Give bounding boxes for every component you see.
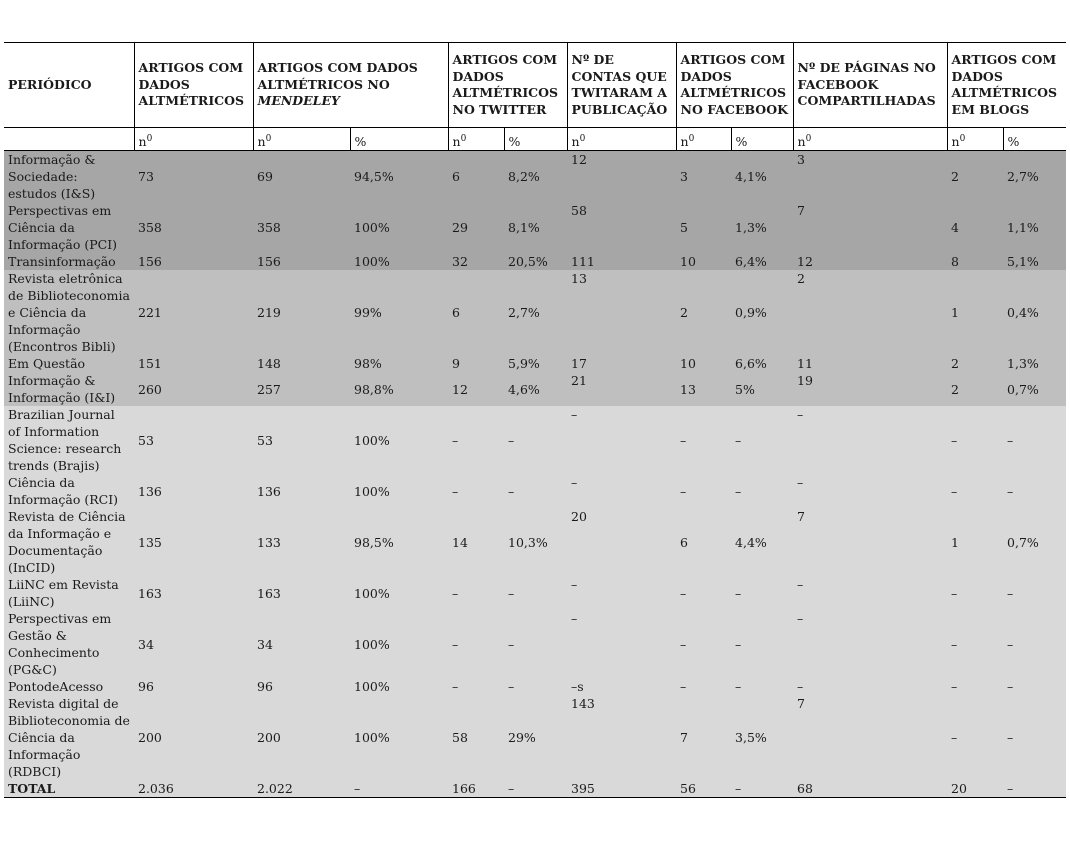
facebook-n-cell: – <box>676 576 731 610</box>
blogs-pct-cell: – <box>1003 610 1066 678</box>
mendeley-n-cell: 156 <box>253 253 350 270</box>
table-row <box>4 253 1066 270</box>
blogs-pct-cell: 1,1% <box>1003 202 1066 253</box>
twitter-contas-cell: 13 <box>567 270 676 355</box>
twitter-contas-cell: 12 <box>567 151 676 203</box>
facebook-pct-cell: 6,4% <box>731 253 793 270</box>
facebook-paginas-cell: 7 <box>793 695 947 780</box>
total-mendeley-pct: – <box>350 780 448 798</box>
twitter-n-cell: – <box>448 678 504 695</box>
facebook-paginas-cell: – <box>793 610 947 678</box>
twitter-pct-cell: 29% <box>504 695 567 780</box>
twitter-contas-cell: 20 <box>567 508 676 576</box>
blogs-pct-cell: 1,3% <box>1003 355 1066 372</box>
twitter-n-cell: 6 <box>448 151 504 203</box>
twitter-contas-cell: 17 <box>567 355 676 372</box>
subheader-pct: % <box>350 128 448 151</box>
mendeley-n-cell: 53 <box>253 406 350 474</box>
facebook-pct-cell: – <box>731 474 793 508</box>
twitter-pct-cell: – <box>504 576 567 610</box>
table-row <box>4 202 1066 253</box>
periodico-cell: Em Questão <box>4 355 134 372</box>
header-facebook: ARTIGOS COM DADOS ALTMÉTRICOS NO FACEBOOK <box>676 43 793 128</box>
alt-cell: 163 <box>134 576 253 610</box>
total-label: TOTAL <box>4 780 134 798</box>
twitter-contas-cell: –s <box>567 678 676 695</box>
blogs-n-cell: – <box>947 576 1003 610</box>
mendeley-n-cell: 163 <box>253 576 350 610</box>
blogs-n-cell: 2 <box>947 355 1003 372</box>
blogs-pct-cell: 5,1% <box>1003 253 1066 270</box>
periodico-cell: Revista digital de Biblioteconomia de Ciência da Informação (RDBCI) <box>4 695 134 780</box>
header-mendeley <box>253 43 448 128</box>
blogs-n-cell: 4 <box>947 202 1003 253</box>
header-mendeley-text: ARTIGOS COM DADOS ALTMÉTRICOS NO <box>257 60 418 92</box>
blogs-n-cell: 1 <box>947 270 1003 355</box>
total-alt: 2.036 <box>134 780 253 798</box>
twitter-n-cell: 6 <box>448 270 504 355</box>
blogs-n-cell: – <box>947 678 1003 695</box>
facebook-paginas-cell: 11 <box>793 355 947 372</box>
subheader-n-sup: 0 <box>959 133 966 144</box>
twitter-contas-cell: – <box>567 406 676 474</box>
header-blogs: ARTIGOS COM DADOS ALTMÉTRICOS EM BLOGS <box>947 43 1066 128</box>
subheader-pct: % <box>504 128 567 151</box>
mendeley-pct-cell: 99% <box>350 270 448 355</box>
facebook-paginas-cell: 12 <box>793 253 947 270</box>
facebook-pct-cell: 5% <box>731 372 793 406</box>
facebook-pct-cell: 4,4% <box>731 508 793 576</box>
alt-cell: 200 <box>134 695 253 780</box>
subheader-n-sup: 0 <box>146 133 153 144</box>
twitter-contas-cell: – <box>567 474 676 508</box>
twitter-n-cell: – <box>448 610 504 678</box>
alt-cell: 96 <box>134 678 253 695</box>
periodico-cell: PontodeAcesso <box>4 678 134 695</box>
periodico-cell: Perspectivas em Gestão & Conhecimento (PG&C) <box>4 610 134 678</box>
twitter-pct-cell: – <box>504 610 567 678</box>
mendeley-pct-cell: 100% <box>350 253 448 270</box>
periodico-cell: Perspectivas em Ciência da Informação (PCI) <box>4 202 134 253</box>
subheader-n-sup: 0 <box>265 133 272 144</box>
facebook-n-cell: 5 <box>676 202 731 253</box>
twitter-pct-cell: 8,2% <box>504 151 567 203</box>
twitter-n-cell: 29 <box>448 202 504 253</box>
header-artigos-altmetricos: ARTIGOS COM DADOS ALTMÉTRICOS <box>134 43 253 128</box>
table-row <box>4 610 1066 678</box>
total-blogs-pct: – <box>1003 780 1066 798</box>
mendeley-n-cell: 69 <box>253 151 350 203</box>
table-row <box>4 678 1066 695</box>
subheader-pct: % <box>1003 128 1066 151</box>
total-facebook-paginas: 68 <box>793 780 947 798</box>
subheader-n <box>134 128 253 151</box>
periodico-cell: Revista eletrônica de Biblioteconomia e Ciência da Informação (Encontros Bibli) <box>4 270 134 355</box>
alt-cell: 260 <box>134 372 253 406</box>
facebook-pct-cell: 0,9% <box>731 270 793 355</box>
periodico-cell: Informação & Informação (I&I) <box>4 372 134 406</box>
twitter-n-cell: 14 <box>448 508 504 576</box>
subheader-n-sup: 0 <box>579 133 586 144</box>
header-twitter: ARTIGOS COM DADOS ALTMÉTRICOS NO TWITTER <box>448 43 567 128</box>
subheader-n-label: n <box>138 134 147 149</box>
twitter-contas-cell: 58 <box>567 202 676 253</box>
subheader-n <box>676 128 731 151</box>
mendeley-pct-cell: 100% <box>350 576 448 610</box>
twitter-pct-cell: 4,6% <box>504 372 567 406</box>
blogs-n-cell: 2 <box>947 151 1003 203</box>
blogs-n-cell: – <box>947 474 1003 508</box>
facebook-n-cell: 10 <box>676 253 731 270</box>
blogs-n-cell: – <box>947 406 1003 474</box>
mendeley-pct-cell: 100% <box>350 202 448 253</box>
twitter-pct-cell: 10,3% <box>504 508 567 576</box>
table-row <box>4 372 1066 406</box>
blogs-pct-cell: – <box>1003 474 1066 508</box>
subheader-empty <box>4 128 134 151</box>
facebook-paginas-cell: – <box>793 576 947 610</box>
header-contas-twitter: Nº DE CONTAS QUE TWITARAM A PUBLICAÇÃO <box>567 43 676 128</box>
facebook-n-cell: – <box>676 678 731 695</box>
mendeley-n-cell: 133 <box>253 508 350 576</box>
header-mendeley-italic: MENDELEY <box>257 93 340 109</box>
facebook-pct-cell: – <box>731 576 793 610</box>
twitter-n-cell: 12 <box>448 372 504 406</box>
table-row <box>4 508 1066 576</box>
twitter-n-cell: 32 <box>448 253 504 270</box>
twitter-n-cell: – <box>448 406 504 474</box>
total-facebook-pct: – <box>731 780 793 798</box>
table-row <box>4 270 1066 355</box>
twitter-pct-cell: – <box>504 406 567 474</box>
mendeley-pct-cell: 98,5% <box>350 508 448 576</box>
mendeley-pct-cell: 98% <box>350 355 448 372</box>
subheader-n-label: n <box>452 134 461 149</box>
periodico-cell: Informação & Sociedade: estudos (I&S) <box>4 151 134 203</box>
mendeley-n-cell: 200 <box>253 695 350 780</box>
twitter-contas-cell: – <box>567 576 676 610</box>
facebook-n-cell: 13 <box>676 372 731 406</box>
facebook-pct-cell: 6,6% <box>731 355 793 372</box>
alt-cell: 221 <box>134 270 253 355</box>
mendeley-n-cell: 148 <box>253 355 350 372</box>
facebook-paginas-cell: 7 <box>793 508 947 576</box>
twitter-contas-cell: – <box>567 610 676 678</box>
periodico-cell: Ciência da Informação (RCI) <box>4 474 134 508</box>
mendeley-pct-cell: 100% <box>350 406 448 474</box>
twitter-n-cell: 58 <box>448 695 504 780</box>
mendeley-pct-cell: 94,5% <box>350 151 448 203</box>
total-twitter-contas: 395 <box>567 780 676 798</box>
facebook-n-cell: 3 <box>676 151 731 203</box>
facebook-paginas-cell: 7 <box>793 202 947 253</box>
facebook-n-cell: 6 <box>676 508 731 576</box>
total-twitter-pct: – <box>504 780 567 798</box>
blogs-pct-cell: 2,7% <box>1003 151 1066 203</box>
total-blogs-n: 20 <box>947 780 1003 798</box>
twitter-pct-cell: 20,5% <box>504 253 567 270</box>
blogs-n-cell: 1 <box>947 508 1003 576</box>
twitter-pct-cell: – <box>504 474 567 508</box>
facebook-pct-cell: – <box>731 678 793 695</box>
blogs-pct-cell: – <box>1003 678 1066 695</box>
twitter-pct-cell: 8,1% <box>504 202 567 253</box>
alt-cell: 135 <box>134 508 253 576</box>
alt-cell: 34 <box>134 610 253 678</box>
subheader-n-sup: 0 <box>460 133 467 144</box>
facebook-paginas-cell: – <box>793 678 947 695</box>
table-row <box>4 151 1066 203</box>
blogs-pct-cell: – <box>1003 576 1066 610</box>
blogs-n-cell: 8 <box>947 253 1003 270</box>
header-row <box>4 43 1066 128</box>
total-facebook-n: 56 <box>676 780 731 798</box>
facebook-paginas-cell: 19 <box>793 372 947 406</box>
facebook-paginas-cell: 2 <box>793 270 947 355</box>
subheader-row <box>4 128 1066 151</box>
twitter-pct-cell: 2,7% <box>504 270 567 355</box>
facebook-pct-cell: – <box>731 610 793 678</box>
twitter-pct-cell: – <box>504 678 567 695</box>
subheader-n <box>448 128 504 151</box>
altmetrics-table <box>4 42 1066 798</box>
header-periodico: PERIÓDICO <box>4 43 134 128</box>
twitter-n-cell: – <box>448 474 504 508</box>
total-row <box>4 780 1066 798</box>
blogs-n-cell: 2 <box>947 372 1003 406</box>
twitter-n-cell: 9 <box>448 355 504 372</box>
blogs-pct-cell: 0,7% <box>1003 372 1066 406</box>
table-row <box>4 355 1066 372</box>
twitter-contas-cell: 21 <box>567 372 676 406</box>
alt-cell: 151 <box>134 355 253 372</box>
facebook-pct-cell: 3,5% <box>731 695 793 780</box>
twitter-contas-cell: 143 <box>567 695 676 780</box>
table-row <box>4 474 1066 508</box>
facebook-paginas-cell: – <box>793 406 947 474</box>
facebook-n-cell: 7 <box>676 695 731 780</box>
table-row <box>4 576 1066 610</box>
subheader-n-label: n <box>257 134 266 149</box>
alt-cell: 358 <box>134 202 253 253</box>
alt-cell: 136 <box>134 474 253 508</box>
facebook-pct-cell: 1,3% <box>731 202 793 253</box>
total-twitter-n: 166 <box>448 780 504 798</box>
subheader-pct: % <box>731 128 793 151</box>
subheader-n-label: n <box>680 134 689 149</box>
table-row <box>4 695 1066 780</box>
blogs-n-cell: – <box>947 695 1003 780</box>
mendeley-pct-cell: 98,8% <box>350 372 448 406</box>
twitter-contas-cell: 111 <box>567 253 676 270</box>
alt-cell: 53 <box>134 406 253 474</box>
blogs-pct-cell: – <box>1003 406 1066 474</box>
subheader-n-sup: 0 <box>805 133 812 144</box>
blogs-pct-cell: 0,4% <box>1003 270 1066 355</box>
alt-cell: 156 <box>134 253 253 270</box>
subheader-n-sup: 0 <box>688 133 695 144</box>
facebook-paginas-cell: – <box>793 474 947 508</box>
twitter-pct-cell: 5,9% <box>504 355 567 372</box>
header-paginas-facebook: Nº DE PÁGINAS NO FACEBOOK COMPARTILHADAS <box>793 43 947 128</box>
subheader-n <box>253 128 350 151</box>
total-mendeley-n: 2.022 <box>253 780 350 798</box>
table-row <box>4 406 1066 474</box>
periodico-cell: Revista de Ciência da Informação e Documentação (InCID) <box>4 508 134 576</box>
mendeley-n-cell: 96 <box>253 678 350 695</box>
mendeley-n-cell: 34 <box>253 610 350 678</box>
facebook-pct-cell: – <box>731 406 793 474</box>
blogs-pct-cell: 0,7% <box>1003 508 1066 576</box>
subheader-n <box>793 128 947 151</box>
mendeley-pct-cell: 100% <box>350 695 448 780</box>
mendeley-n-cell: 358 <box>253 202 350 253</box>
twitter-n-cell: – <box>448 576 504 610</box>
alt-cell: 73 <box>134 151 253 203</box>
periodico-cell: Brazilian Journal of Information Science: research trends (Brajis) <box>4 406 134 474</box>
mendeley-pct-cell: 100% <box>350 678 448 695</box>
subheader-n-label: n <box>797 134 806 149</box>
facebook-pct-cell: 4,1% <box>731 151 793 203</box>
mendeley-n-cell: 136 <box>253 474 350 508</box>
blogs-pct-cell: – <box>1003 695 1066 780</box>
facebook-n-cell: – <box>676 610 731 678</box>
mendeley-pct-cell: 100% <box>350 474 448 508</box>
subheader-n <box>567 128 676 151</box>
facebook-n-cell: 10 <box>676 355 731 372</box>
blogs-n-cell: – <box>947 610 1003 678</box>
subheader-n-label: n <box>571 134 580 149</box>
subheader-n <box>947 128 1003 151</box>
facebook-n-cell: – <box>676 474 731 508</box>
facebook-n-cell: – <box>676 406 731 474</box>
facebook-n-cell: 2 <box>676 270 731 355</box>
facebook-paginas-cell: 3 <box>793 151 947 203</box>
periodico-cell: Transinformação <box>4 253 134 270</box>
mendeley-pct-cell: 100% <box>350 610 448 678</box>
subheader-n-label: n <box>951 134 960 149</box>
mendeley-n-cell: 219 <box>253 270 350 355</box>
mendeley-n-cell: 257 <box>253 372 350 406</box>
periodico-cell: LiiNC em Revista (LiiNC) <box>4 576 134 610</box>
